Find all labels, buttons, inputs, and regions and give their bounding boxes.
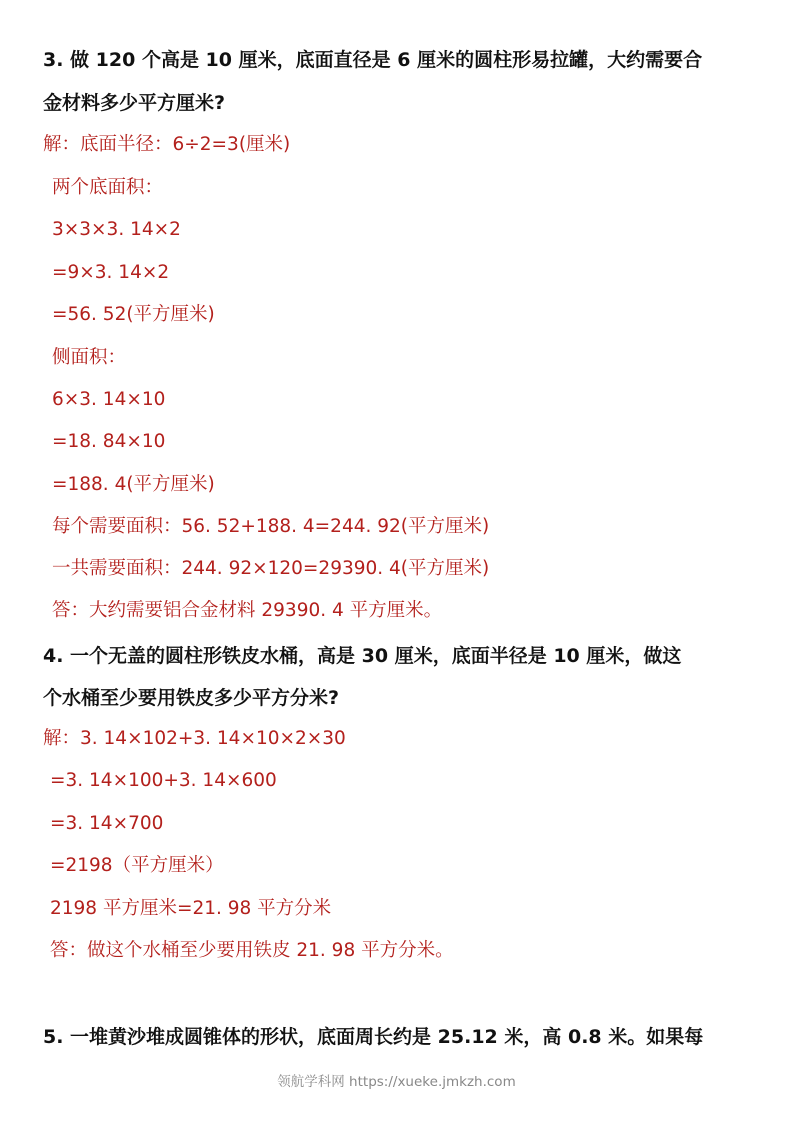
- q3-solution-line: 两个底面积：: [52, 177, 164, 198]
- question-3-line-1: 3. 做 120 个高是 10 厘米，底面直径是 6 厘米的圆柱形易拉罐，大约需要合: [43, 49, 703, 71]
- q4-answer-line: 答：做这个水桶至少要用铁皮 21. 98 平方分米。: [50, 940, 454, 961]
- q3-solution-line: =56. 52(平方厘米): [52, 304, 215, 325]
- q3-solution-line: 6×3. 14×10: [52, 389, 166, 410]
- q3-answer-line: 答：大约需要铝合金材料 29390. 4 平方厘米。: [52, 600, 443, 621]
- q3-solution-line: 一共需要面积：244. 92×120=29390. 4(平方厘米): [52, 558, 490, 579]
- question-5-line-1: 5. 一堆黄沙堆成圆锥体的形状，底面周长约是 25.12 米，高 0.8 米。如果每: [43, 1026, 704, 1048]
- question-4-line-1: 4. 一个无盖的圆柱形铁皮水桶，高是 30 厘米，底面半径是 10 厘米，做这: [43, 645, 682, 667]
- question-4-line-2: 个水桶至少要用铁皮多少平方分米?: [43, 687, 340, 709]
- q3-solution-line: =188. 4(平方厘米): [52, 474, 215, 495]
- q4-solution-line: =3. 14×100+3. 14×600: [50, 770, 277, 791]
- q4-solution-line: 2198 平方厘米=21. 98 平方分米: [50, 898, 332, 919]
- q3-solution-line: =9×3. 14×2: [52, 262, 170, 283]
- q3-solution-line: 3×3×3. 14×2: [52, 219, 181, 240]
- q3-solution-line: 侧面积：: [52, 347, 127, 368]
- q3-solution-line: 解：底面半径：6÷2=3(厘米): [43, 134, 291, 155]
- q4-solution-line: 解：3. 14×102+3. 14×10×2×30: [43, 728, 346, 749]
- q3-solution-line: 每个需要面积：56. 52+188. 4=244. 92(平方厘米): [52, 516, 490, 537]
- q4-solution-line: =3. 14×700: [50, 813, 164, 834]
- question-3-line-2: 金材料多少平方厘米?: [43, 92, 226, 114]
- q4-solution-line: =2198（平方厘米）: [50, 855, 224, 876]
- q3-solution-line: =18. 84×10: [52, 431, 166, 452]
- footer-watermark: 领航学科网 https://xueke.jmkzh.com: [277, 1074, 516, 1090]
